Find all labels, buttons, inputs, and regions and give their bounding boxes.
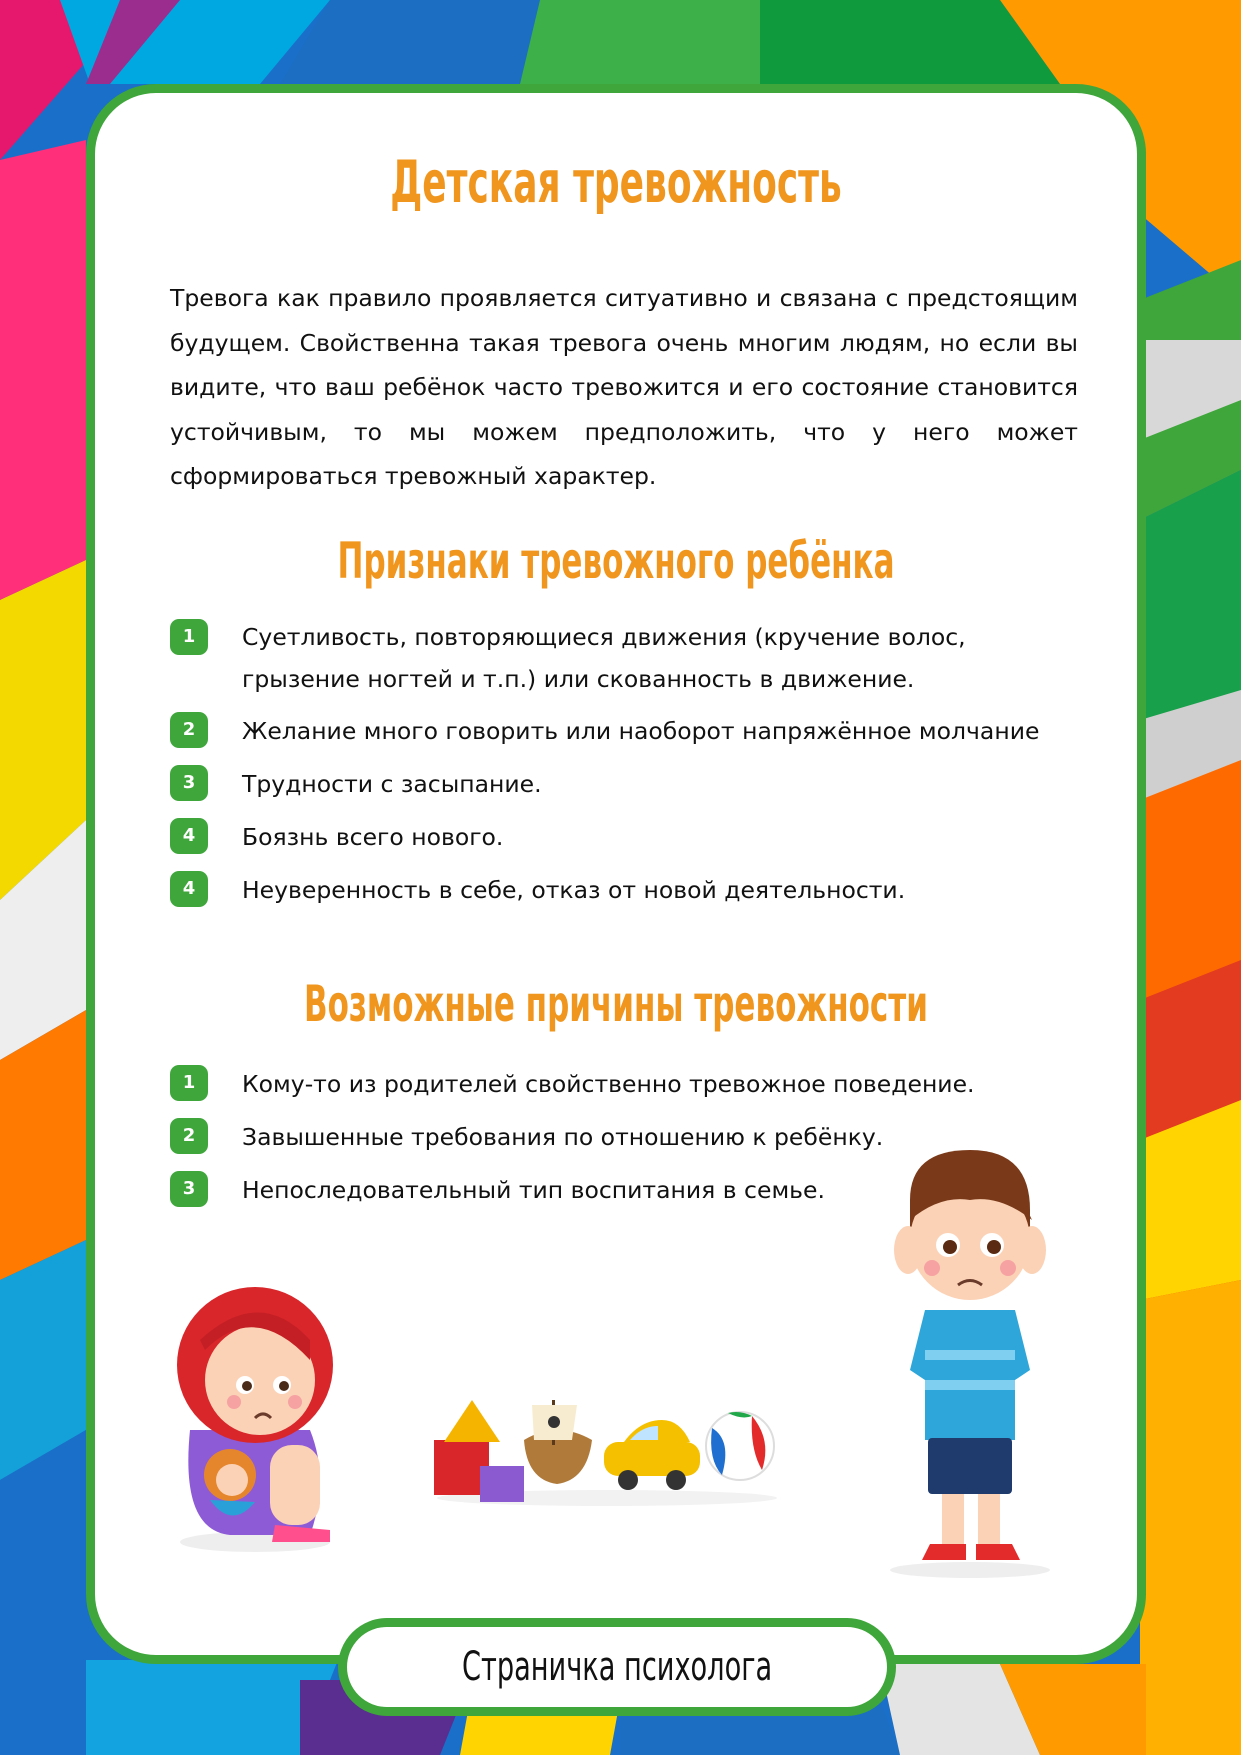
number-badge: 1 (170, 619, 208, 655)
number-badge: 4 (170, 818, 208, 854)
list-item (170, 868, 1070, 912)
number-badge: 3 (170, 765, 208, 801)
intro-paragraph: Тревога как правило проявляется ситуативно и связана с предстоящим будущем. Свойственна такая тревога очень многим людям, но если вы видите, что ваш ребёнок часто тревожится и его состояние становится устойчивым, то мы можем предположить, что у него может сформироваться тревожный характер. (170, 284, 1078, 490)
list-item (170, 815, 1070, 859)
number-badge: 2 (170, 1118, 208, 1154)
number-badge: 1 (170, 1065, 208, 1101)
causes-heading: Возможные причины тревожности (303, 975, 928, 1033)
list-item-text: Суетливость, повторяющиеся движения (кручение волос, грызение ногтей и т.п.) или скованность в движение. (242, 623, 966, 693)
anxious-girl-illustration (160, 1280, 350, 1560)
signs-heading: Признаки тревожного ребёнка (337, 532, 895, 590)
list-item-text: Трудности с засыпание. (242, 770, 542, 798)
list-item (170, 1062, 1070, 1106)
number-badge: 3 (170, 1171, 208, 1207)
number-badge: 4 (170, 871, 208, 907)
list-item-text: Неуверенность в себе, отказ от новой деятельности. (242, 876, 906, 904)
list-item (170, 616, 1070, 700)
list-item-text: Кому-то из родителей свойственно тревожное поведение. (242, 1070, 975, 1098)
footer-banner (338, 1618, 896, 1716)
list-item-text: Желание много говорить или наоборот напряжённое молчание (242, 717, 1040, 745)
list-item (170, 709, 1070, 753)
worried-boy-illustration (870, 1140, 1070, 1580)
list-item (170, 762, 1070, 806)
toys-illustration (432, 1380, 782, 1510)
footer-text: Страничка психолога (461, 1644, 773, 1690)
list-item-text: Завышенные требования по отношению к ребёнку. (242, 1123, 884, 1151)
list-item-text: Непоследовательный тип воспитания в семье. (242, 1176, 825, 1204)
signs-list (170, 616, 1070, 921)
list-item-text: Боязнь всего нового. (242, 823, 504, 851)
number-badge: 2 (170, 712, 208, 748)
page-title: Детская тревожность (390, 148, 842, 216)
